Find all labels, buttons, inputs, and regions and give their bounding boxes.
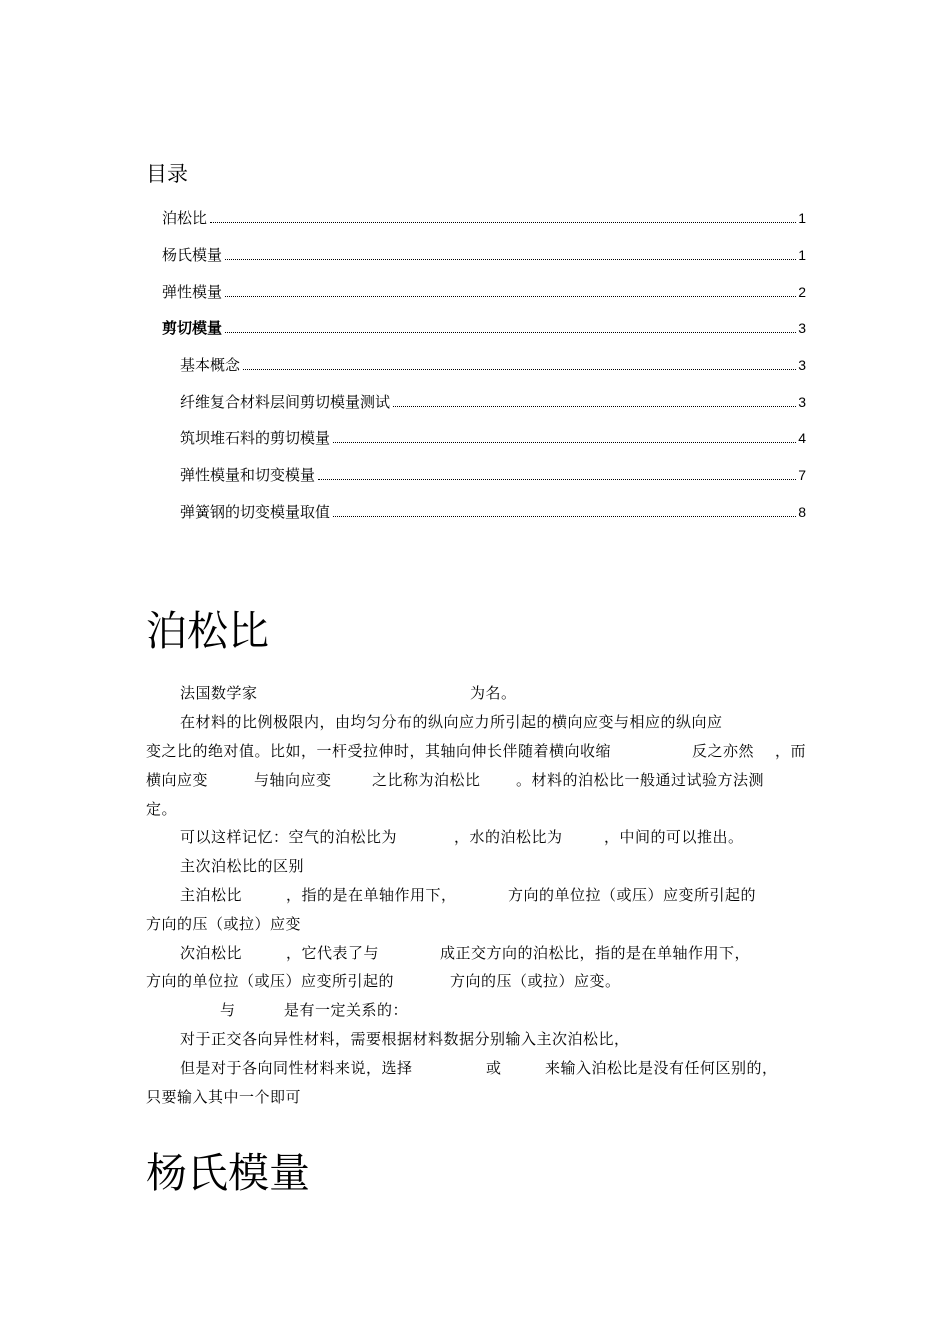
toc-leader: [393, 405, 796, 407]
paragraph-4: 主次泊松比的区别: [180, 857, 305, 875]
toc-page-number: 8: [798, 504, 806, 520]
section-heading-youngs-modulus: 杨氏模量: [146, 1149, 310, 1197]
paragraph-9-line-1c: 来输入泊松比是没有任何区别的，: [545, 1059, 778, 1077]
paragraph-6-line-1c: 成正交方向的泊松比，指的是在单轴作用下，: [440, 944, 751, 962]
toc-entry-text: 剪切模量: [162, 319, 223, 337]
paragraph-3b: ，水的泊松比为: [454, 828, 563, 846]
toc-leader: [225, 258, 796, 260]
paragraph-6-line-2b: 方向的压（或拉）应变。: [450, 972, 621, 990]
toc-page-number: 3: [798, 320, 806, 336]
paragraph-9-line-1a: 但是对于各向同性材料来说，选择: [180, 1059, 413, 1077]
paragraph-9-line-2: 只要输入其中一个即可: [146, 1088, 302, 1106]
toc-page-number: 2: [798, 284, 806, 300]
toc-entry-text: 纤维复合材料层间剪切模量测试: [180, 393, 391, 411]
toc-entry-text: 弹性模量: [162, 283, 223, 301]
toc-leader: [243, 368, 796, 370]
toc-page-number: 3: [798, 357, 806, 373]
section-heading-poisson: 泊松比: [146, 607, 269, 655]
paragraph-5-line-2: 方向的压（或拉）应变: [146, 915, 302, 933]
paragraph-6-line-1a: 次泊松比: [180, 944, 243, 962]
paragraph-2-line-4: 定。: [146, 800, 178, 818]
toc-entry-youngs-modulus[interactable]: [162, 243, 806, 265]
toc-page-number: 4: [798, 430, 806, 446]
paragraph-1a: 法国数学家: [180, 684, 258, 702]
toc-leader: [225, 331, 796, 333]
paragraph-2-line-3a: 横向应变: [146, 771, 209, 789]
paragraph-9-line-1b: 或: [486, 1059, 502, 1077]
paragraph-3c: ，中间的可以推出。: [604, 828, 744, 846]
paragraph-5-line-1b: ，指的是在单轴作用下，: [286, 886, 457, 904]
toc-title: 目录: [146, 162, 188, 186]
toc-entry-text: 弹性模量和切变模量: [180, 466, 316, 484]
paragraph-6-line-2a: 方向的单位拉（或压）应变所引起的: [146, 972, 395, 990]
toc-page-number: 7: [798, 467, 806, 483]
toc-entry-text: 弹簧钢的切变模量取值: [180, 503, 331, 521]
toc-entry-elastic-and-shear[interactable]: [180, 463, 806, 485]
toc-entry-elastic-modulus[interactable]: [162, 280, 806, 302]
paragraph-7b: 是有一定关系的：: [284, 1001, 409, 1019]
toc-entry-shear-modulus[interactable]: [162, 316, 806, 338]
paragraph-2-line-2b: 反之亦然: [692, 742, 755, 760]
toc-entry-spring-steel[interactable]: [180, 500, 806, 522]
toc-leader: [333, 441, 796, 443]
paragraph-2-line-2c: ，而: [775, 742, 807, 760]
toc-leader: [333, 515, 796, 517]
paragraph-2-line-3d: 。材料的泊松比一般通过试验方法测: [516, 771, 765, 789]
toc-entry-fiber-composite[interactable]: [180, 390, 806, 412]
toc-page-number: 1: [798, 247, 806, 263]
paragraph-3a: 可以这样记忆：空气的泊松比为: [180, 828, 398, 846]
paragraph-8: 对于正交各向异性材料，需要根据材料数据分别输入主次泊松比，: [180, 1030, 630, 1048]
paragraph-5-line-1a: 主泊松比: [180, 886, 243, 904]
toc-entry-text: 泊松比: [162, 209, 208, 227]
paragraph-2-line-1: 在材料的比例极限内，由均匀分布的纵向应力所引起的横向应变与相应的纵向应: [180, 713, 723, 731]
toc-page-number: 1: [798, 210, 806, 226]
paragraph-1b: 为名。: [470, 684, 517, 702]
paragraph-5-line-1c: 方向的单位拉（或压）应变所引起的: [508, 886, 757, 904]
toc-entry-basic-concept[interactable]: [180, 353, 806, 375]
toc-page-number: 3: [798, 394, 806, 410]
paragraph-6-line-1b: ，它代表了与: [286, 944, 380, 962]
toc-entry-text: 基本概念: [180, 356, 241, 374]
paragraph-2-line-3c: 之比称为泊松比: [372, 771, 481, 789]
toc-entry-rockfill[interactable]: [180, 426, 806, 448]
toc-leader: [210, 221, 796, 223]
paragraph-2-line-2a: 变之比的绝对值。比如，一杆受拉伸时，其轴向伸长伴随着横向收缩: [146, 742, 612, 760]
paragraph-7a: 与: [220, 1001, 236, 1019]
paragraph-2-line-3b: 与轴向应变: [254, 771, 332, 789]
toc-entry-text: 筑坝堆石料的剪切模量: [180, 429, 331, 447]
toc-entry-poisson[interactable]: [162, 206, 806, 228]
toc-leader: [318, 478, 796, 480]
toc-leader: [225, 295, 796, 297]
toc-entry-text: 杨氏模量: [162, 246, 223, 264]
